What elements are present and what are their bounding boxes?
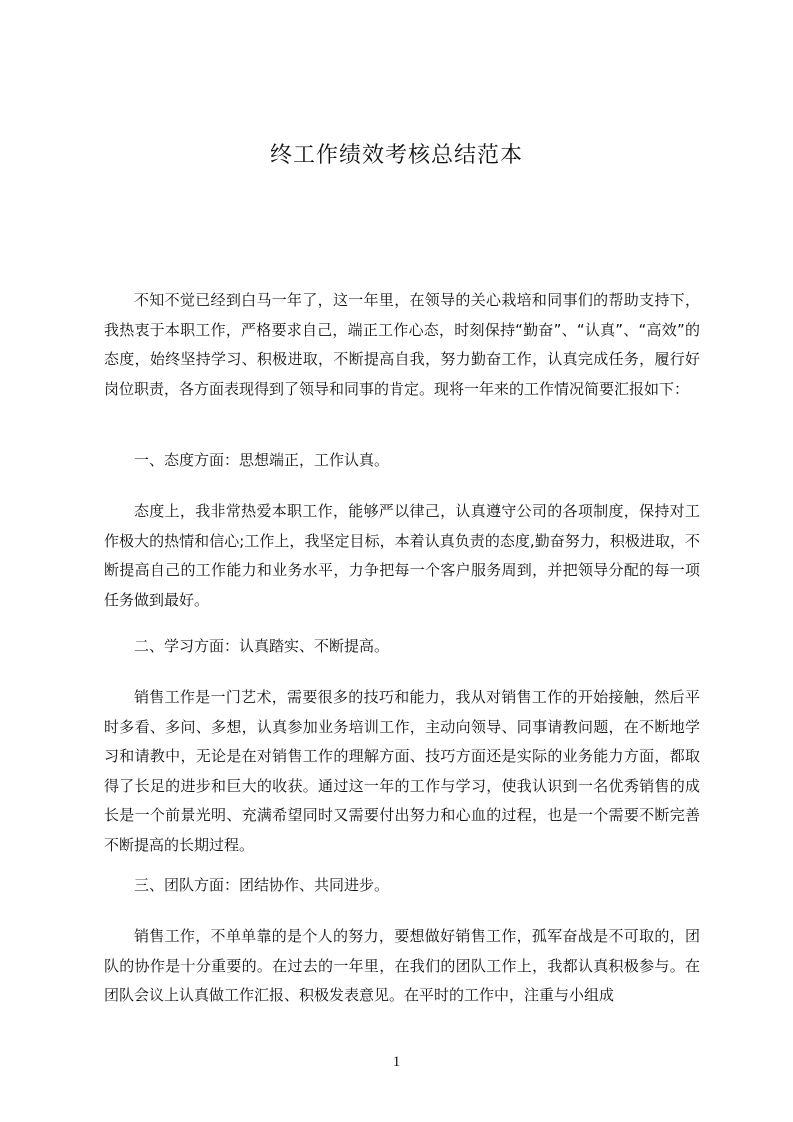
section-heading-team: 三、团队方面：团结协作、共同进步。 <box>134 876 390 894</box>
section-body-learning: 销售工作是一门艺术，需要很多的技巧和能力，我从对销售工作的开始接触，然后平时多看、多问、多想，认真参加业务培训工作，主动向领导、同事请教问题，在不断地学习和请教中，无论是在对销售工作的理解方面、技巧方面还是实际的业务能力方面，都取得了长足的进步和巨大的收获。通过这一年的工作与学习，使我认识到一名优秀销售的成长是一个前景光明、充满希望同时又需要付出努力和心血的过程，也是一个需要不断完善不断提高的长期过程。 <box>104 688 700 854</box>
page-number: 1 <box>392 1054 401 1070</box>
section-heading-learning: 二、学习方面：认真踏实、不断提高。 <box>134 637 390 655</box>
section-body-attitude: 态度上，我非常热爱本职工作，能够严以律己，认真遵守公司的各项制度，保持对工作极大的热情和信心;工作上，我坚定目标，本着认真负责的态度,勤奋努力，积极进取，不断提高自己的工作能力和业务水平，力争把每一个客户服务周到，并把领导分配的每一项任务做到最好。 <box>104 502 700 609</box>
section-heading-attitude: 一、态度方面：思想端正，工作认真。 <box>134 451 390 469</box>
document-title: 终工作绩效考核总结范本 <box>269 143 523 168</box>
section-body-team: 销售工作，不单单靠的是个人的努力，要想做好销售工作，孤军奋战是不可取的，团队的协作是十分重要的。在过去的一年里，在我们的团队工作上，我都认真积极参与。在团队会议上认真做工作汇报、积极发表意见。在平时的工作中，注重与小组成 <box>104 927 700 1004</box>
intro-paragraph: 不知不觉已经到白马一年了，这一年里，在领导的关心栽培和同事们的帮助支持下，我热衷于本职工作，严格要求自己，端正工作心态，时刻保持“勤奋”、“认真”、“高效”的态度，始终坚持学习、积极进取，不断提高自我，努力勤奋工作，认真完成任务，履行好岗位职责，各方面表现得到了领导和同事的肯定。现将一年来的工作情况简要汇报如下： <box>104 291 700 398</box>
